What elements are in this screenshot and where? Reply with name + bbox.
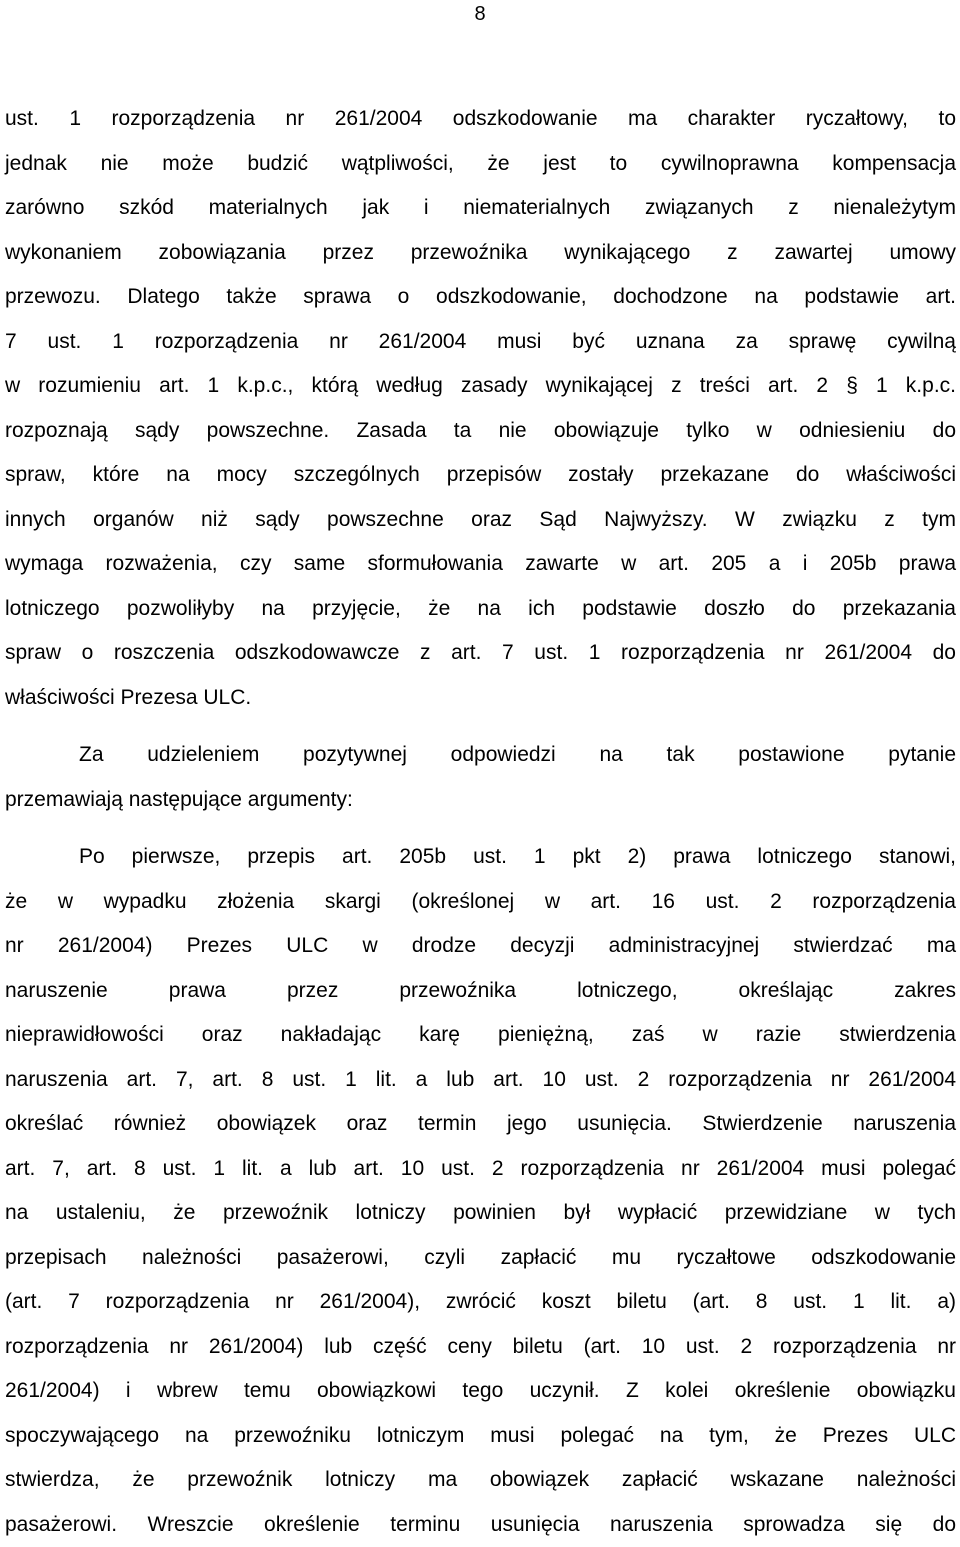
text-line: właściwości Prezesa ULC. [5, 676, 956, 721]
text-line: innych organów niż sądy powszechne oraz Sąd Najwyższy. W związku z tym [5, 498, 956, 543]
text-line: jednak nie może budzić wątpliwości, że jest to cywilnoprawna kompensacja [5, 142, 956, 187]
text-line: przepisach należności pasażerowi, czyli zapłacić mu ryczałtowe odszkodowanie [5, 1236, 956, 1281]
text-line: ust. 1 rozporządzenia nr 261/2004 odszkodowanie ma charakter ryczałtowy, to [5, 97, 956, 142]
text-line: w rozumieniu art. 1 k.p.c., którą według zasady wynikającej z treści art. 2 § 1 k.p.c. [5, 364, 956, 409]
text-line: że w wypadku złożenia skargi (określonej w art. 16 ust. 2 rozporządzenia [5, 880, 956, 925]
text-line: stwierdza, że przewoźnik lotniczy ma obowiązek zapłacić wskazane należności [5, 1458, 956, 1503]
text-line: wymaga rozważenia, czy same sformułowania zawarte w art. 205 a i 205b prawa [5, 542, 956, 587]
text-line: zarówno szkód materialnych jak i niematerialnych związanych z nienależytym [5, 186, 956, 231]
text-line: rozporządzenia nr 261/2004) lub część ceny biletu (art. 10 ust. 2 rozporządzenia nr [5, 1325, 956, 1370]
text-line: Po pierwsze, przepis art. 205b ust. 1 pkt 2) prawa lotniczego stanowi, [5, 835, 956, 880]
text-line: rozpoznają sądy powszechne. Zasada ta nie obowiązuje tylko w odniesieniu do [5, 409, 956, 454]
text-line: przemawiają następujące argumenty: [5, 778, 956, 823]
text-line: przewozu. Dlatego także sprawa o odszkodowanie, dochodzone na podstawie art. [5, 275, 956, 320]
text-line: nr 261/2004) Prezes ULC w drodze decyzji administracyjnej stwierdzać ma [5, 924, 956, 969]
text-line: pasażerowi. Wreszcie określenie terminu usunięcia naruszenia sprowadza się do [5, 1503, 956, 1547]
paragraph [5, 835, 956, 1547]
text-line: wykonaniem zobowiązania przez przewoźnika wynikającego z zawartej umowy [5, 231, 956, 276]
page-number: 8 [0, 2, 960, 26]
document-body [5, 97, 956, 1547]
text-line: Za udzieleniem pozytywnej odpowiedzi na tak postawione pytanie [5, 733, 956, 778]
text-line: spraw, które na mocy szczególnych przepisów zostały przekazane do właściwości [5, 453, 956, 498]
paragraph-gap [5, 720, 956, 733]
text-line: określać również obowiązek oraz termin jego usunięcia. Stwierdzenie naruszenia [5, 1102, 956, 1147]
text-line: spraw o roszczenia odszkodowawcze z art. 7 ust. 1 rozporządzenia nr 261/2004 do [5, 631, 956, 676]
text-line: 261/2004) i wbrew temu obowiązkowi tego uczynił. Z kolei określenie obowiązku [5, 1369, 956, 1414]
text-line: nieprawidłowości oraz nakładając karę pieniężną, zaś w razie stwierdzenia [5, 1013, 956, 1058]
text-line: lotniczego pozwoliłyby na przyjęcie, że na ich podstawie doszło do przekazania [5, 587, 956, 632]
paragraph-gap [5, 822, 956, 835]
paragraph [5, 733, 956, 822]
text-line: art. 7, art. 8 ust. 1 lit. a lub art. 10 ust. 2 rozporządzenia nr 261/2004 musi polegać [5, 1147, 956, 1192]
text-line: spoczywającego na przewoźniku lotniczym musi polegać na tym, że Prezes ULC [5, 1414, 956, 1459]
text-line: naruszenie prawa przez przewoźnika lotniczego, określając zakres [5, 969, 956, 1014]
text-line: naruszenia art. 7, art. 8 ust. 1 lit. a lub art. 10 ust. 2 rozporządzenia nr 261/2004 [5, 1058, 956, 1103]
text-line: (art. 7 rozporządzenia nr 261/2004), zwrócić koszt biletu (art. 8 ust. 1 lit. a) [5, 1280, 956, 1325]
paragraph [5, 97, 956, 720]
text-line: 7 ust. 1 rozporządzenia nr 261/2004 musi być uznana za sprawę cywilną [5, 320, 956, 365]
text-line: na ustaleniu, że przewoźnik lotniczy powinien był wypłacić przewidziane w tych [5, 1191, 956, 1236]
